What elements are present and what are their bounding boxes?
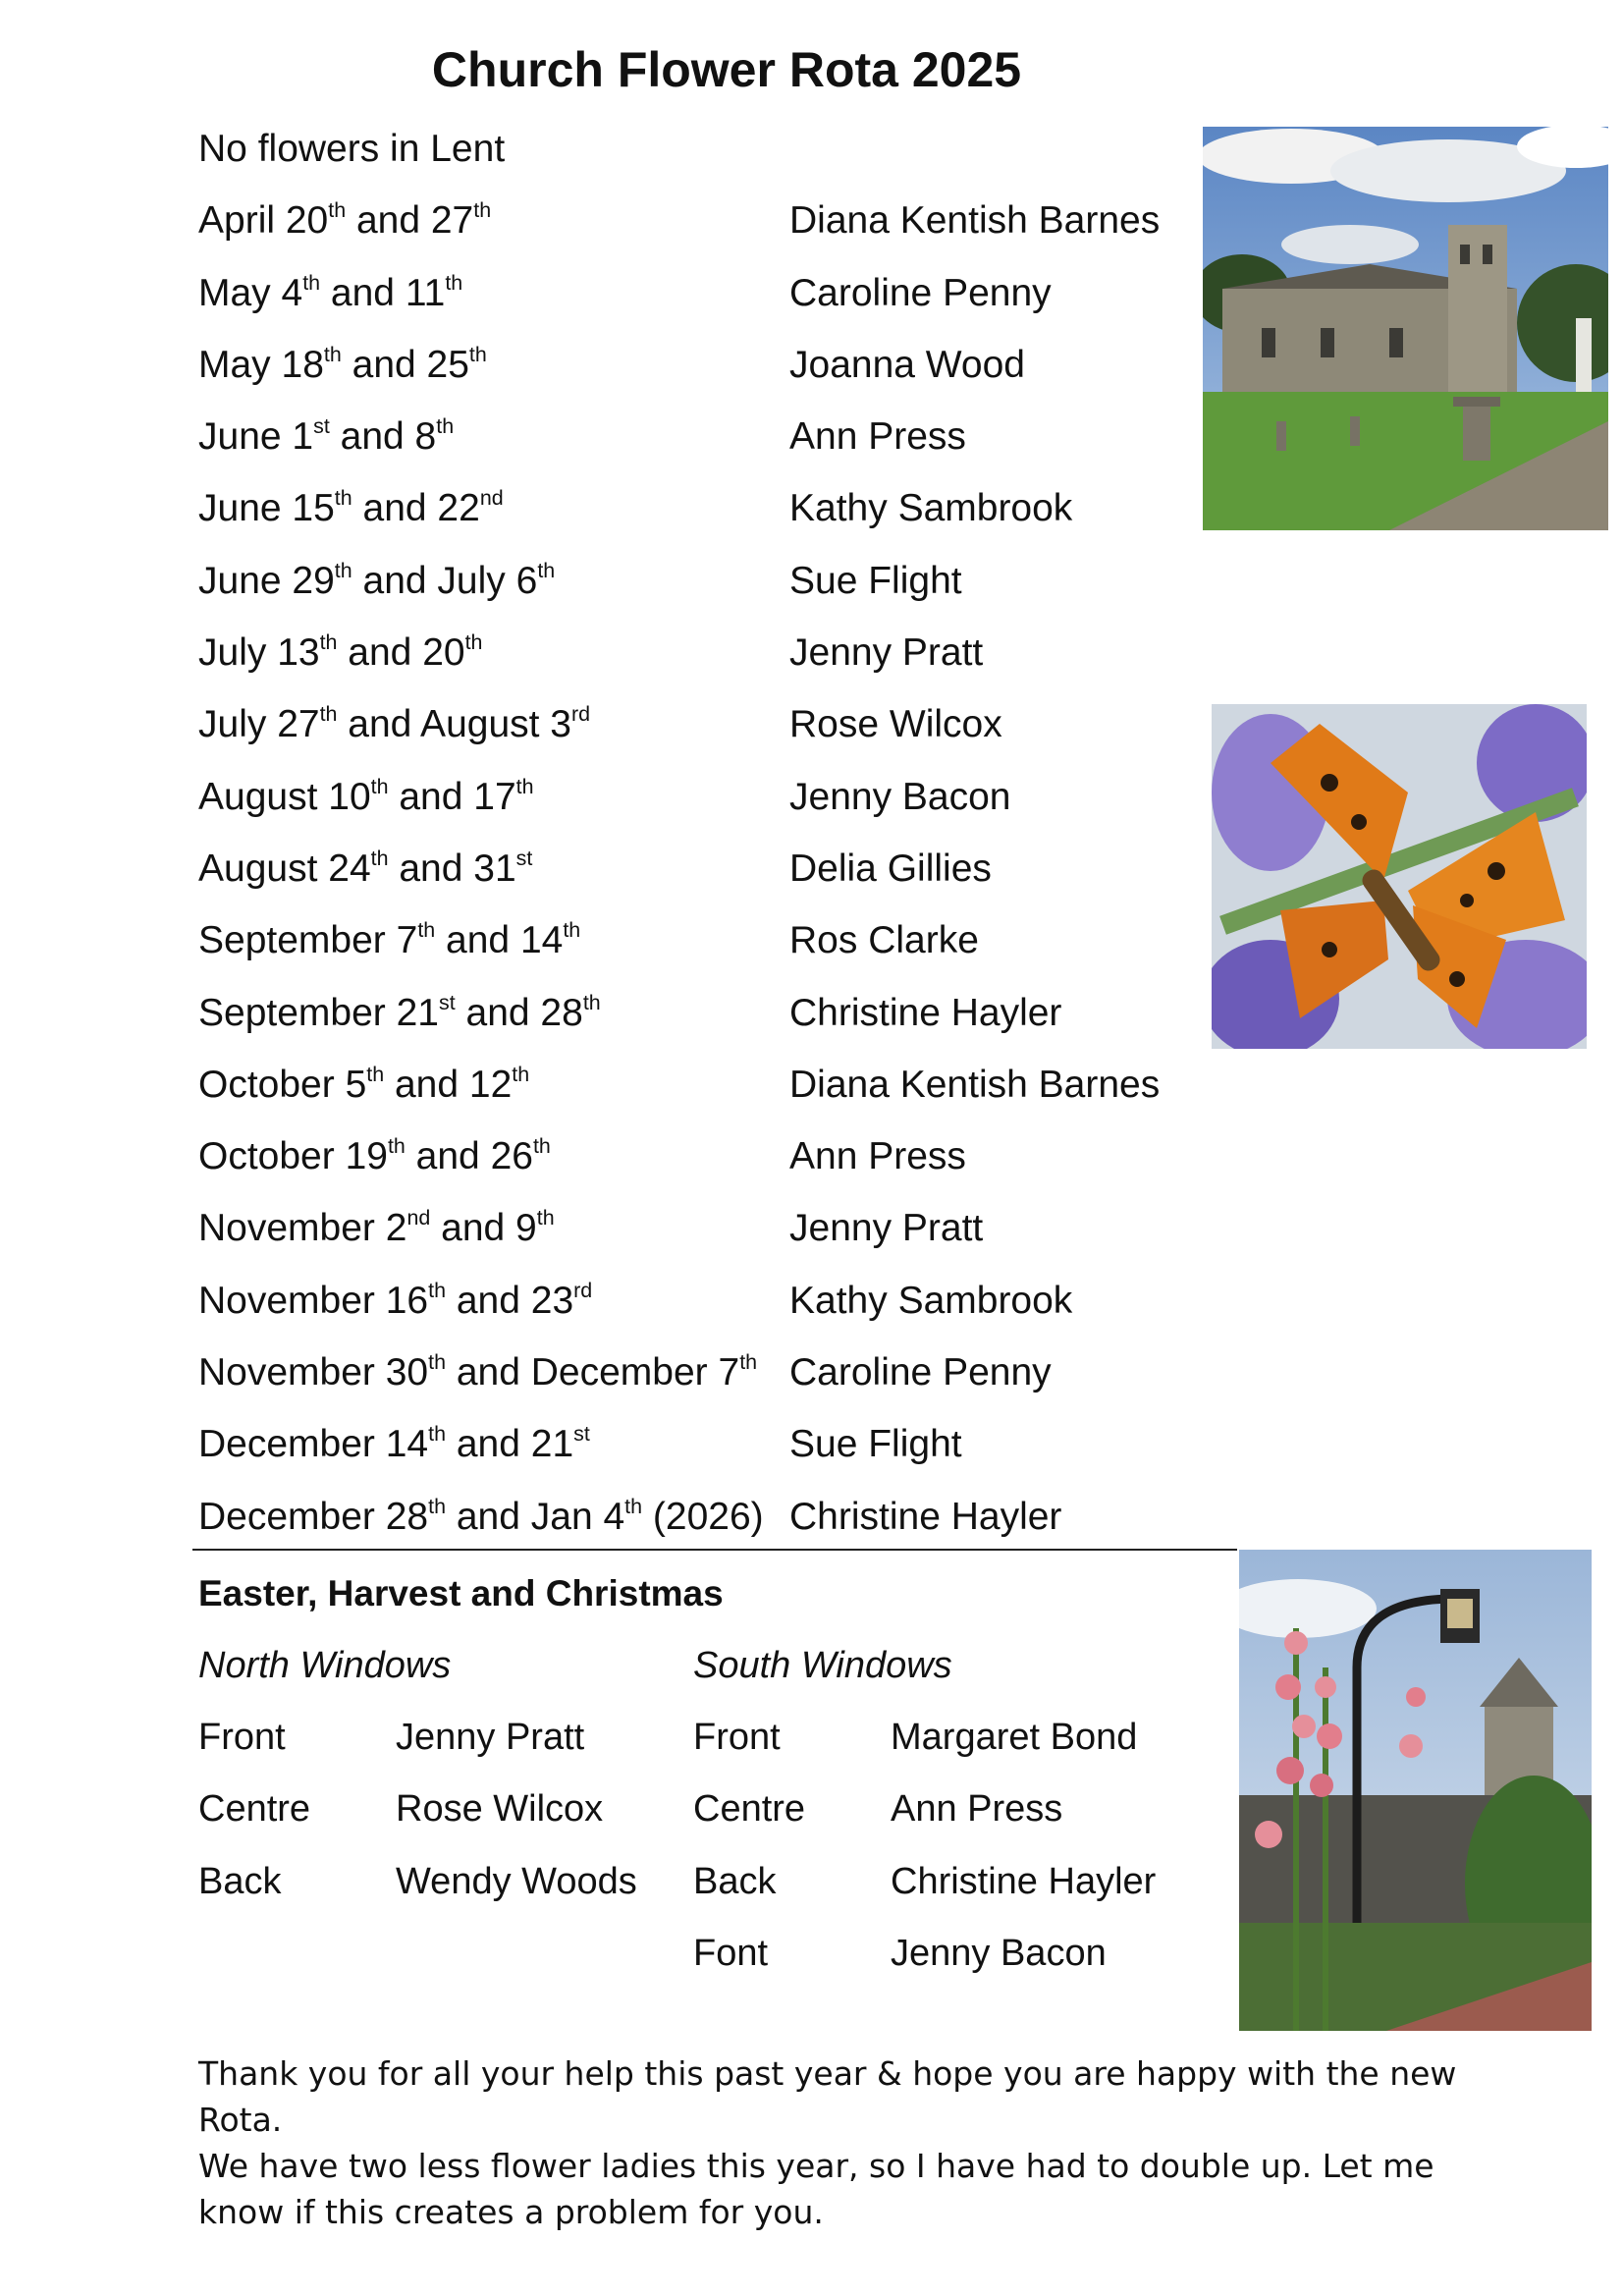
- butterfly-photo: [1212, 704, 1587, 1049]
- note-line: We have two less flower ladies this year, so I have had to double up. Let me: [198, 2147, 1434, 2185]
- rota-date: April 20th and 27th: [198, 198, 492, 243]
- window-position: Font: [693, 1932, 769, 1974]
- hollyhock-lamp-photo: [1239, 1550, 1592, 2031]
- rota-name: Sue Flight: [789, 559, 962, 602]
- rota-name: Ann Press: [789, 1135, 966, 1178]
- rota-date: June 1st and 8th: [198, 414, 455, 459]
- rota-date: November 2nd and 9th: [198, 1206, 555, 1250]
- festivals-heading: Easter, Harvest and Christmas: [198, 1573, 724, 1613]
- window-position: Front: [198, 1717, 286, 1758]
- rota-row: [198, 1050, 1210, 1121]
- rota-date: September 21st and 28th: [198, 990, 601, 1034]
- rota-name: Delia Gillies: [789, 847, 992, 890]
- rota-date: July 13th and 20th: [198, 630, 483, 675]
- rota-date: May 4th and 11th: [198, 270, 463, 314]
- rota-row: [198, 1121, 1210, 1193]
- rota-row: [198, 1482, 1210, 1554]
- window-volunteer: Margaret Bond: [891, 1717, 1138, 1758]
- note-line: Thank you for all your help this past year & hope you are happy with the new Rota.: [198, 2054, 1457, 2139]
- rota-name: Ann Press: [789, 415, 966, 459]
- rota-name: Rose Wilcox: [789, 703, 1002, 746]
- rota-name: Joanna Wood: [789, 343, 1025, 386]
- rota-name: Christine Hayler: [789, 1495, 1062, 1538]
- rota-row: [198, 1193, 1210, 1265]
- rota-row: [198, 330, 1210, 402]
- rota-date: No flowers in Lent: [198, 128, 506, 170]
- rota-row: [198, 762, 1210, 834]
- church-photo: [1203, 127, 1608, 530]
- rota-row: [198, 618, 1210, 689]
- rota-row: [198, 114, 1210, 186]
- rota-date: June 15th and 22nd: [198, 486, 504, 530]
- window-volunteer: Rose Wilcox: [396, 1788, 604, 1831]
- window-position: Centre: [198, 1788, 311, 1831]
- section-divider: [192, 1549, 1237, 1551]
- window-position: Back: [198, 1860, 282, 1902]
- thank-you-note: [198, 2050, 1534, 2235]
- window-position: Back: [693, 1860, 777, 1902]
- rota-date: December 28th and Jan 4th (2026): [198, 1494, 764, 1538]
- rota-row: [198, 689, 1210, 761]
- rota-row: [198, 473, 1210, 545]
- rota-date: May 18th and 25th: [198, 342, 487, 386]
- rota-date: July 27th and August 3rd: [198, 702, 591, 746]
- rota-name: Sue Flight: [789, 1423, 962, 1466]
- rota-row: [198, 402, 1210, 473]
- rota-row: [198, 834, 1210, 905]
- rota-name: Jenny Bacon: [789, 775, 1011, 818]
- rota-name: Diana Kentish Barnes: [789, 1063, 1161, 1106]
- rota-row: [198, 1266, 1210, 1338]
- window-volunteer: Ann Press: [891, 1788, 1063, 1831]
- rota-name: Caroline Penny: [789, 271, 1052, 314]
- rota-row: [198, 546, 1210, 618]
- rota-date: September 7th and 14th: [198, 918, 581, 962]
- rota-row: [198, 978, 1210, 1050]
- rota-name: Caroline Penny: [789, 1351, 1052, 1394]
- rota-date: November 30th and December 7th: [198, 1349, 758, 1394]
- rota-date: October 19th and 26th: [198, 1134, 551, 1178]
- rota-name: Kathy Sambrook: [789, 487, 1073, 530]
- rota-name: Kathy Sambrook: [789, 1279, 1073, 1322]
- rota-row: [198, 1338, 1210, 1409]
- rota-name: Christine Hayler: [789, 991, 1062, 1034]
- south-windows-heading: South Windows: [693, 1645, 952, 1686]
- north-windows-heading: North Windows: [198, 1645, 452, 1686]
- rota-date: August 10th and 17th: [198, 774, 534, 818]
- rota-date: November 16th and 23rd: [198, 1278, 593, 1322]
- rota-name: Ros Clarke: [789, 919, 979, 962]
- window-volunteer: Christine Hayler: [891, 1860, 1157, 1902]
- rota-table: [198, 114, 1210, 1554]
- rota-date: December 14th and 21st: [198, 1422, 590, 1466]
- rota-date: June 29th and July 6th: [198, 558, 556, 602]
- rota-date: October 5th and 12th: [198, 1062, 530, 1106]
- rota-name: Jenny Pratt: [789, 631, 984, 675]
- rota-name: Diana Kentish Barnes: [789, 199, 1161, 243]
- rota-date: August 24th and 31st: [198, 846, 533, 890]
- window-position: Centre: [693, 1788, 806, 1831]
- window-volunteer: Jenny Bacon: [891, 1932, 1107, 1974]
- rota-row: [198, 1409, 1210, 1481]
- window-volunteer: Wendy Woods: [396, 1860, 637, 1902]
- window-position: Front: [693, 1717, 781, 1758]
- window-volunteer: Jenny Pratt: [396, 1717, 585, 1758]
- rota-row: [198, 186, 1210, 257]
- rota-row: [198, 258, 1210, 330]
- note-line: know if this creates a problem for you.: [198, 2193, 824, 2231]
- page-title: Church Flower Rota 2025: [431, 42, 1022, 97]
- rota-row: [198, 905, 1210, 977]
- rota-name: Jenny Pratt: [789, 1207, 984, 1250]
